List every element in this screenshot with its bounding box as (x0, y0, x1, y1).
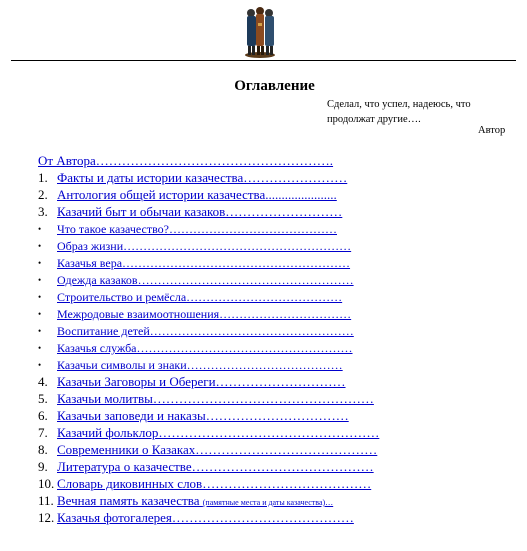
toc-link-label: Строительство и ремёсла………………………………… (57, 290, 343, 304)
toc-link[interactable] (57, 273, 354, 287)
toc-item (38, 169, 518, 186)
item-number: 10. (38, 476, 55, 491)
toc-link-label: Что такое казачество?…………………………………… (57, 222, 337, 236)
toc-link-label: Факты и даты истории казачества…………………… (57, 170, 348, 185)
toc-link[interactable] (57, 170, 347, 185)
toc-item (38, 305, 518, 322)
toc-item-from-author (38, 152, 518, 169)
toc-item (38, 322, 518, 339)
item-number: 12. (38, 510, 55, 525)
toc-link-label: Одежда казаков……………………………………………… (57, 273, 354, 287)
toc-link-label: Современники о Казаках…………………………………… (57, 442, 378, 457)
toc-link-label: Казачьи символы и знаки………………………………… (57, 358, 343, 372)
toc-item (38, 475, 518, 492)
toc-item (38, 441, 518, 458)
toc-link[interactable] (57, 204, 342, 219)
toc-link[interactable] (57, 425, 379, 440)
toc-link-label: Казачьи молитвы…………………………………………… (57, 391, 374, 406)
toc-link-label: Межродовые взаимоотношения…………………………… (57, 307, 352, 321)
toc-link[interactable] (57, 459, 374, 474)
toc-item (38, 203, 518, 220)
toc-item (38, 424, 518, 441)
toc-item (38, 492, 518, 509)
item-number: 7. (38, 425, 48, 440)
bullet-marker: • (38, 275, 42, 285)
toc-item (38, 271, 518, 288)
bullet-marker: • (38, 343, 42, 353)
table-of-contents (38, 152, 518, 526)
toc-link[interactable] (57, 187, 337, 202)
horizontal-rule (11, 60, 516, 61)
toc-item (38, 237, 518, 254)
epigraph-line-2: продолжат другие…. (327, 114, 421, 125)
toc-link[interactable] (57, 374, 346, 389)
bullet-marker: • (38, 241, 42, 251)
toc-link[interactable] (57, 442, 377, 457)
bullet-marker: • (38, 309, 42, 319)
toc-link-label: Воспитание детей…………………………………………… (57, 324, 354, 338)
toc-link[interactable] (57, 341, 353, 355)
toc-link-label: Вечная память казачества (57, 493, 200, 508)
item-number: 1. (38, 170, 48, 185)
epigraph-author: Автор (478, 125, 506, 136)
item-number: 4. (38, 374, 48, 389)
item-number: 8. (38, 442, 48, 457)
toc-link[interactable] (57, 476, 371, 491)
toc-link[interactable] (57, 222, 337, 236)
toc-item (38, 220, 518, 237)
bullet-marker: • (38, 258, 42, 268)
toc-link-label: Казачьи Заговоры и Обереги………………………… (57, 374, 346, 389)
toc-link[interactable] (57, 358, 343, 372)
toc-item (38, 339, 518, 356)
page-title: Оглавление (234, 78, 315, 94)
toc-item (38, 509, 518, 526)
toc-link-label: Казачья фотогалерея…………………………………… (57, 510, 354, 525)
toc-link[interactable] (57, 391, 374, 406)
toc-item (38, 407, 518, 424)
toc-link-label: Словарь диковинных слов………………………………… (57, 476, 372, 491)
toc-link-note: (памятные места и даты казачества)… (202, 498, 334, 507)
bullet-marker: • (38, 292, 42, 302)
toc-item (38, 458, 518, 475)
toc-link-label: Казачья служба……………………………………………… (57, 341, 353, 355)
toc-link-label: Образ жизни………………………………………………… (57, 239, 352, 253)
item-number: 3. (38, 204, 48, 219)
toc-item (38, 356, 518, 373)
toc-item (38, 288, 518, 305)
toc-link[interactable] (57, 493, 333, 508)
toc-link-label: Казачьи заповеди и наказы…………………………… (57, 408, 349, 423)
toc-item (38, 373, 518, 390)
toc-link[interactable] (57, 256, 350, 270)
bullet-marker: • (38, 224, 42, 234)
cossacks-logo (240, 3, 280, 59)
bullet-marker: • (38, 360, 42, 370)
epigraph (327, 97, 517, 127)
toc-link[interactable] (57, 290, 342, 304)
toc-link-label: Казачий быт и обычаи казаков……………………… (57, 204, 343, 219)
toc-link-label: Казачья вера………………………………………………… (57, 256, 351, 270)
toc-link[interactable] (57, 510, 354, 525)
item-number: 6. (38, 408, 48, 423)
toc-link[interactable] (57, 239, 351, 253)
toc-link[interactable] (57, 408, 349, 423)
toc-link-label: Казачий фольклор…………………………………………… (57, 425, 380, 440)
toc-link[interactable] (57, 324, 354, 338)
toc-item (38, 390, 518, 407)
bullet-marker: • (38, 326, 42, 336)
item-number: 2. (38, 187, 48, 202)
toc-link[interactable] (57, 307, 351, 321)
item-number: 5. (38, 391, 48, 406)
epigraph-line-1: Сделал, что успел, надеюсь, что (327, 99, 471, 110)
item-number: 11. (38, 493, 54, 508)
toc-item (38, 254, 518, 271)
toc-link-label: Литература о казачестве…………………………………… (57, 459, 374, 474)
item-number: 9. (38, 459, 48, 474)
toc-link-label: Антология общей истории казачества...................... (57, 187, 337, 202)
toc-item (38, 186, 518, 203)
toc-link-from-author[interactable]: От Автора………………………………………………. (38, 153, 334, 168)
